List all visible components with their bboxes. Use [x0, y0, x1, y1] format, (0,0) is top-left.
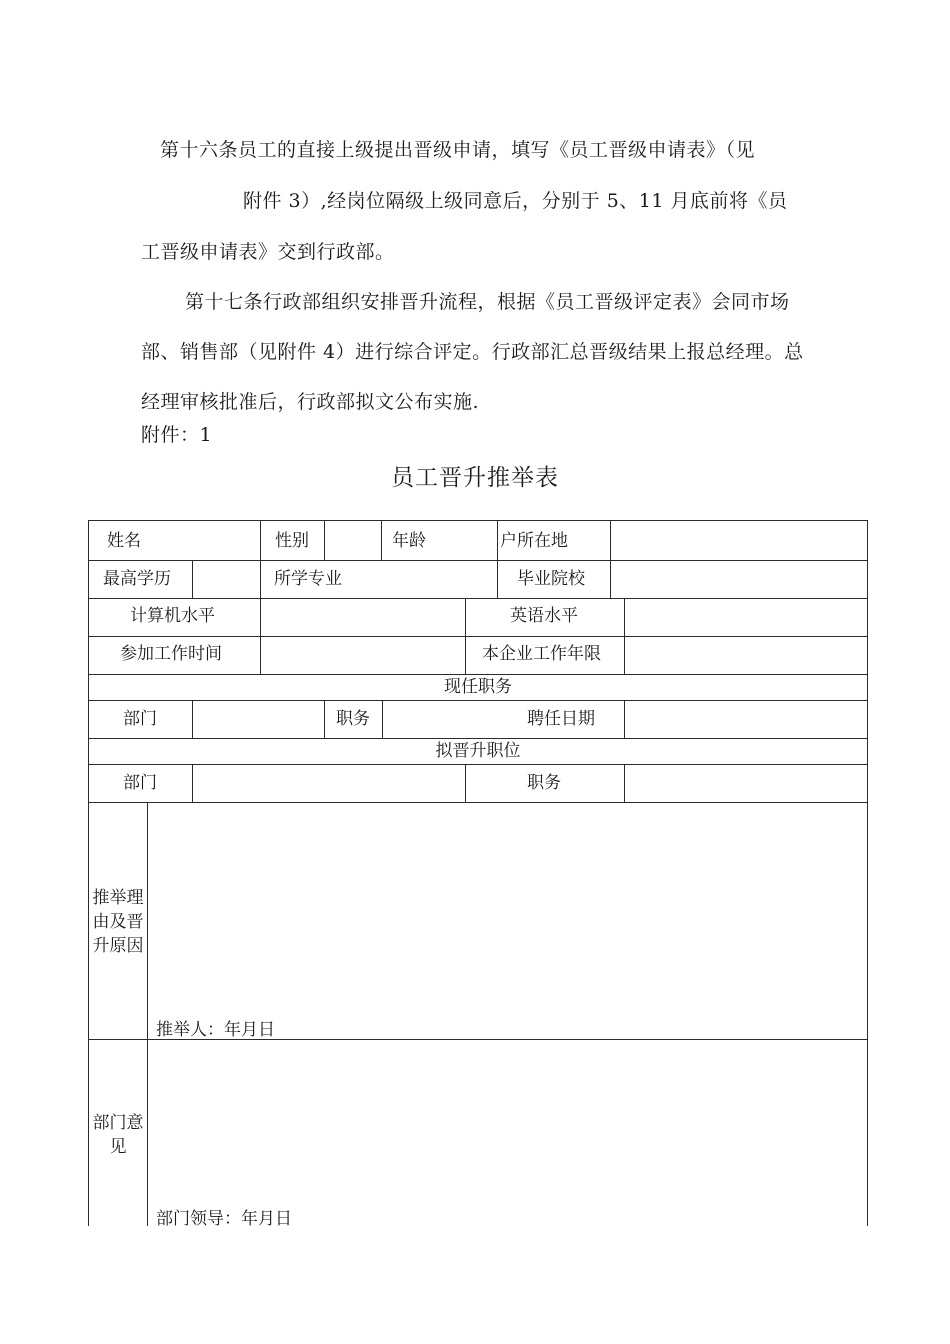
appoint-date-label: 聘任日期	[527, 709, 595, 729]
company-years-label: 本企业工作年限	[482, 644, 601, 664]
dept-leader-signature: 部门领导：年月日	[156, 1209, 292, 1229]
p16-line-1: 第十六条员工的直接上级提出晋级申请，填写《员工晋级申请表》（见	[160, 139, 756, 161]
form-title: 员工晋升推举表	[391, 465, 559, 491]
major-label: 所学专业	[274, 569, 342, 589]
proposed-dept-label: 部门	[123, 773, 157, 793]
current-dept-label: 部门	[123, 709, 157, 729]
attachment-label: 附件：1	[141, 424, 213, 446]
proposed-position-header: 拟晋升职位	[435, 741, 521, 761]
proposed-position-label: 职务	[527, 773, 561, 793]
current-position-label: 职务	[336, 709, 370, 729]
computer-level-label: 计算机水平	[130, 606, 215, 626]
p17-line-3: 经理审核批准后，行政部拟文公布实施.	[141, 391, 480, 413]
english-level-label: 英语水平	[510, 606, 578, 626]
dept-opinion-label: 部门意 见	[92, 1113, 144, 1157]
work-start-label: 参加工作时间	[120, 644, 222, 664]
p17-line-1: 第十七条行政部组织安排晋升流程，根据《员工晋级评定表》会同市场	[185, 291, 790, 313]
gender-label: 性别	[275, 531, 309, 551]
school-label: 毕业院校	[517, 569, 585, 589]
reason-label: 推举理 由及晋 升原因	[92, 888, 144, 956]
p16-line-3: 工晋级申请表》交到行政部。	[141, 241, 395, 263]
current-position-header: 现任职务	[444, 677, 512, 697]
name-label: 姓名	[107, 531, 141, 551]
p16-line-2: 附件 3）,经岗位隔级上级同意后，分别于 5、11 月底前将《员	[243, 190, 788, 212]
p17-line-2: 部、销售部（见附件 4）进行综合评定。行政部汇总晋级结果上报总经理。总	[141, 341, 804, 363]
hukou-label: 户所在地	[500, 531, 568, 551]
recommender-signature: 推举人：年月日	[156, 1020, 275, 1040]
education-label: 最高学历	[103, 569, 171, 589]
age-label: 年龄	[392, 531, 426, 551]
